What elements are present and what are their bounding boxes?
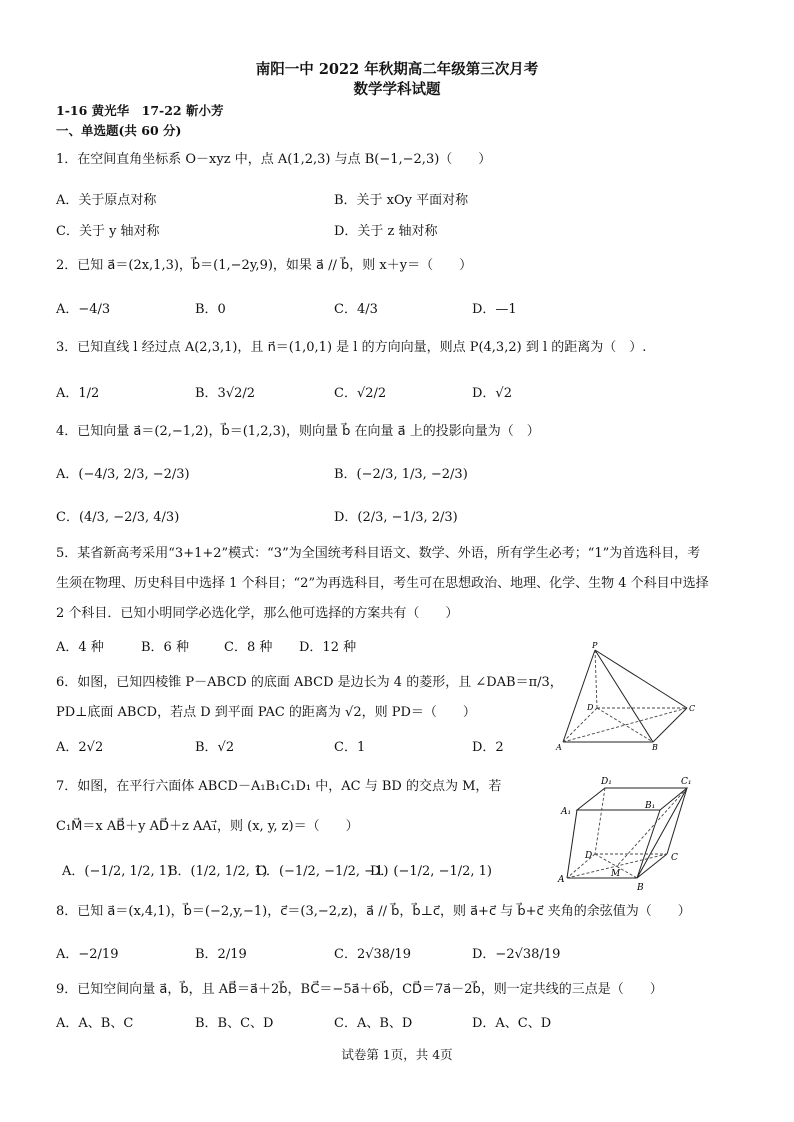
question-4-stem: 4．已知向量 a⃗＝(2,−1,2)，b⃗＝(1,2,3)，则向量 b⃗ 在向量 a⃗ 上的投影向量为（ ） xyxy=(56,424,540,439)
question-4-option-b: B．(−2/3, 1/3, −2/3) xyxy=(334,467,468,482)
question-2-option-a: A．−4/3 xyxy=(56,302,111,317)
question-5-option-c: C．8 种 xyxy=(224,640,273,655)
question-3-stem: 3．已知直线 l 经过点 A(2,3,1)，且 n⃗＝(1,0,1) 是 l 的方向向量，则点 P(4,3,2) 到 l 的距离为（ ）. xyxy=(56,340,647,355)
label-b1: B₁ xyxy=(645,801,656,811)
label-c: C xyxy=(689,704,696,713)
label-p: P xyxy=(592,641,598,650)
question-3-option-b: B．3√2/2 xyxy=(195,386,256,401)
question-3-option-a: A．1/2 xyxy=(56,386,100,401)
question-8-option-c: C．2√38/19 xyxy=(334,947,411,962)
question-9-option-d: D．A、C、D xyxy=(472,1016,552,1031)
question-5-stem-line-1: 5．某省新高考采用“3+1+2”模式：“3”为全国统考科目语文、数学、外语，所有学生必考；“1”为首选科目，考 xyxy=(56,546,701,561)
label-c1: C₁ xyxy=(681,777,692,787)
question-6-stem-line-2: PD⊥底面 ABCD，若点 D 到平面 PAC 的距离为 √2，则 PD＝（ ） xyxy=(56,705,476,720)
question-1-option-c: C．关于 y 轴对称 xyxy=(56,224,160,239)
label-d: D xyxy=(587,703,594,712)
authors-line: 1-16 黄光华 17-22 靳小芳 xyxy=(56,103,224,118)
section-heading: 一、单选题(共 60 分) xyxy=(56,123,182,138)
question-5-stem-line-2: 生须在物理、历史科目中选择 1 个科目；“2”为再选科目，考生可在思想政治、地理、化学、生物 4 个科目中选择 xyxy=(56,576,709,591)
label-b: B xyxy=(637,883,644,892)
exam-title: 南阳一中 2022 年秋期高二年级第三次月考 xyxy=(255,61,539,78)
question-6-option-d: D．2 xyxy=(472,740,504,755)
question-7-option-d: D．(−1/2, −1/2, 1) xyxy=(370,864,492,879)
question-7-option-a: A．(−1/2, 1/2, 1) xyxy=(62,864,173,879)
question-4-option-a: A．(−4/3, 2/3, −2/3) xyxy=(56,467,190,482)
label-a: A xyxy=(558,875,565,885)
question-9-option-c: C．A、B、D xyxy=(334,1016,413,1031)
question-8-option-b: B．2/19 xyxy=(195,947,247,962)
question-4-option-c: C．(4/3, −2/3, 4/3) xyxy=(56,510,180,525)
question-7-option-c: C．(−1/2, −1/2, −1) xyxy=(256,864,389,879)
question-9-option-b: B．B、C、D xyxy=(195,1016,274,1031)
question-5-option-d: D．12 种 xyxy=(299,640,357,655)
question-1-option-a: A．关于原点对称 xyxy=(56,193,157,208)
question-2-option-b: B．0 xyxy=(195,302,226,317)
question-2-option-c: C．4/3 xyxy=(334,302,378,317)
question-3-option-c: C．√2/2 xyxy=(334,386,387,401)
question-8-stem: 8．已知 a⃗＝(x,4,1)，b⃗＝(−2,y,−1)，c⃗＝(3,−2,z)，a⃗ // b⃗，b⃗⊥c⃗，则 a⃗+c⃗ 与 b⃗+c⃗ 夹角的余弦值为（ ） xyxy=(56,904,691,919)
question-5-stem-line-3: 2 个科目．已知小明同学必选化学，那么他可选择的方案共有（ ） xyxy=(56,606,459,621)
question-6-option-a: A．2√2 xyxy=(56,740,104,755)
question-5-option-a: A．4 种 xyxy=(56,640,104,655)
question-1-option-d: D．关于 z 轴对称 xyxy=(334,224,438,239)
question-8-option-d: D．−2√38/19 xyxy=(472,947,561,962)
question-5-option-b: B．6 种 xyxy=(141,640,189,655)
question-7-stem-line-2: C₁M⃗＝x AB⃗＋y AD⃗＋z AA₁⃗，则 (x, y, z)＝（ ） xyxy=(56,819,359,834)
label-c: C xyxy=(671,853,678,863)
label-d: D xyxy=(585,851,593,861)
parallelepiped-figure xyxy=(555,770,715,892)
label-b: B xyxy=(652,743,658,752)
question-7-option-b: B．(1/2, 1/2, 1) xyxy=(168,864,268,879)
exam-subtitle: 数学学科试题 xyxy=(353,81,441,98)
label-d1: D₁ xyxy=(601,777,612,787)
question-6-option-c: C．1 xyxy=(334,740,366,755)
question-2-option-d: D．—1 xyxy=(472,302,517,317)
label-a1: A₁ xyxy=(561,807,572,817)
question-2-stem: 2．已知 a⃗＝(2x,1,3)，b⃗＝(1,−2y,9)，如果 a⃗ // b⃗，则 x＋y＝（ ） xyxy=(56,258,473,273)
question-1-stem: 1．在空间直角坐标系 O－xyz 中，点 A(1,2,3) 与点 B(−1,−2,3)（ ） xyxy=(56,152,492,167)
question-9-stem: 9．已知空间向量 a⃗，b⃗，且 AB⃗＝a⃗＋2b⃗，BC⃗＝−5a⃗＋6b⃗，CD⃗＝7a⃗－2b⃗，则一定共线的三点是（ ） xyxy=(56,982,663,997)
label-m: M xyxy=(611,869,621,879)
pyramid-figure xyxy=(555,640,705,752)
question-6-stem-line-1: 6．如图，已知四棱锥 P－ABCD 的底面 ABCD 是边长为 4 的菱形，且 ∠DAB＝π/3， xyxy=(56,675,563,690)
question-7-stem-line-1: 7．如图，在平行六面体 ABCD－A₁B₁C₁D₁ 中，AC 与 BD 的交点为 M，若 xyxy=(56,779,502,794)
question-6-option-b: B．√2 xyxy=(195,740,235,755)
question-3-option-d: D．√2 xyxy=(472,386,512,401)
page-footer: 试卷第 1页，共 4页 xyxy=(341,1047,453,1062)
question-1-option-b: B．关于 xOy 平面对称 xyxy=(334,193,469,208)
question-4-option-d: D．(2/3, −1/3, 2/3) xyxy=(334,510,458,525)
question-8-option-a: A．−2/19 xyxy=(56,947,119,962)
label-a: A xyxy=(556,743,562,752)
question-9-option-a: A．A、B、C xyxy=(56,1016,134,1031)
